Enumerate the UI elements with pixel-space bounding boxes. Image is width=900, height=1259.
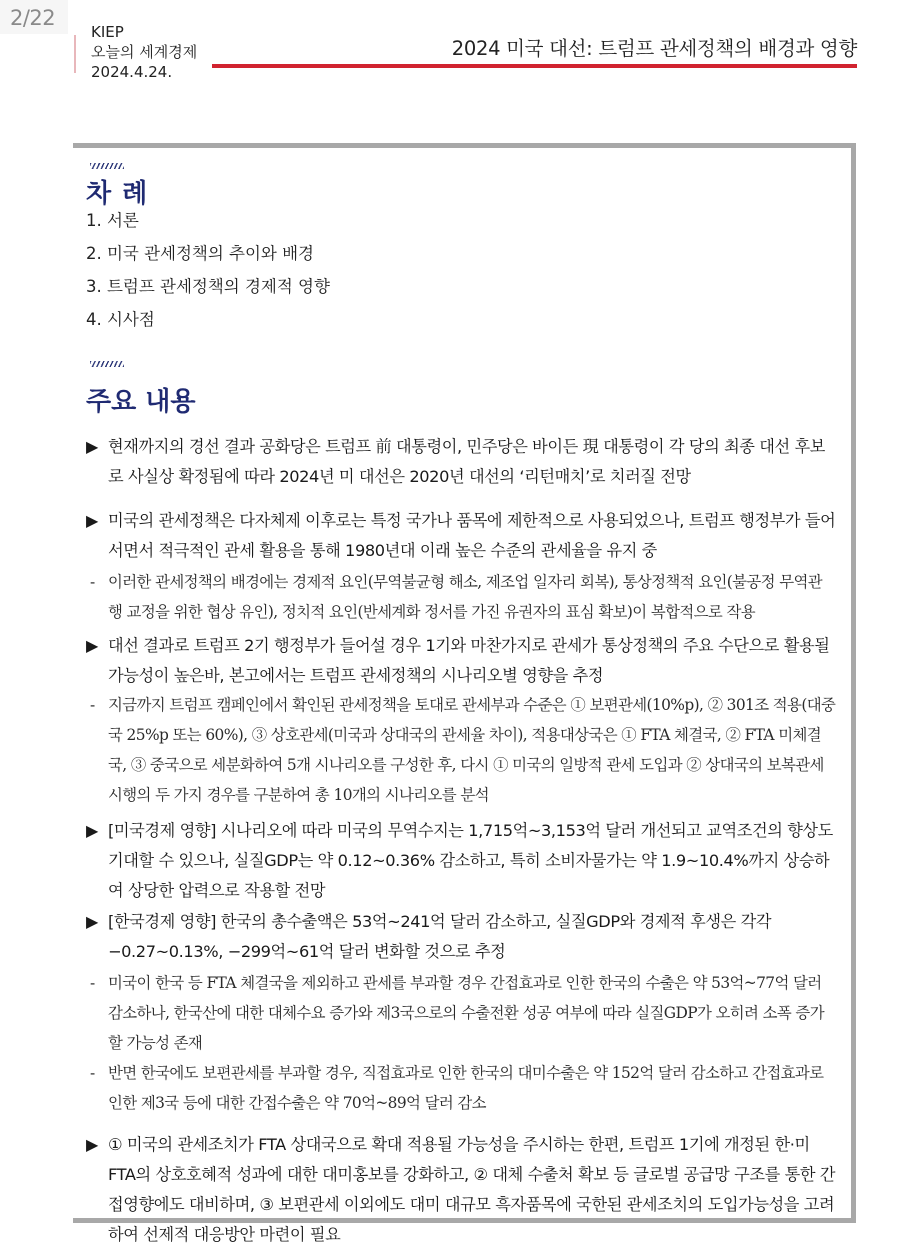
- summary-bullet: ▶ [미국경제 영향] 시나리오에 따라 미국의 무역수지는 1,715억~3,153억 달러 개선되고 교역조건의 향상도 기대할 수 있으나, 실질GDP는 약 0.12~0.36% 감소하고, 특히 소비자물가는 약 1.9~10.4%까지 상승하여 상당한 압력으로 작용할 전망: [86, 816, 836, 906]
- triangle-right-icon: ▶: [86, 636, 98, 655]
- summary-bullet: ▶ 대선 결과로 트럼프 2기 행정부가 들어설 경우 1기와 마찬가지로 관세가 통상정책의 주요 수단으로 활용될 가능성이 높은바, 본고에서는 트럼프 관세정책의 시나리오별 영향을 추정: [86, 631, 836, 691]
- header-series: 오늘의 세계경제: [91, 43, 198, 61]
- toc-item[interactable]: 1. 서론: [86, 211, 139, 230]
- dash-marker: -: [90, 974, 95, 992]
- hatch-mark-icon: [90, 361, 124, 367]
- header-meta: [91, 22, 197, 82]
- summary-subpoint: - 지금까지 트럼프 캠페인에서 확인된 관세정책을 토대로 관세부과 수준은 ① 보편관세(10%p), ② 301조 적용(대중국 25%p 또는 60%), ③ 상호관세(미국과 상대국의 관세율 차이), 적용대상국은 ① FTA 체결국, ② FTA 미체결국, ③ 중국으로 세분화하여 5개 시나리오를 구성한 후, 다시 ① 미국의 일방적 관세 도입과 ② 상대국의 보복관세 시행의 두 가지 경우를 구분하여 총 10개의 시나리오를 분석: [86, 690, 836, 810]
- header-accent-rule: [212, 64, 857, 68]
- toc-item[interactable]: 4. 시사점: [86, 310, 155, 329]
- summary-bullet: ▶ 미국의 관세정책은 다자체제 이후로는 특정 국가나 품목에 제한적으로 사용되었으나, 트럼프 행정부가 들어서면서 적극적인 관세 활용을 통해 1980년대 이래 높은 수준의 관세율을 유지 중: [86, 506, 836, 566]
- triangle-right-icon: ▶: [86, 437, 98, 456]
- header-divider: [74, 35, 76, 73]
- toc-item[interactable]: 2. 미국 관세정책의 추이와 배경: [86, 244, 314, 263]
- dash-marker: -: [90, 1064, 95, 1082]
- summary-bullet: ▶ ① 미국의 관세조치가 FTA 상대국으로 확대 적용될 가능성을 주시하는 한편, 트럼프 1기에 개정된 한·미 FTA의 상호호혜적 성과에 대한 대미홍보를 강화하고, ② 대체 수출처 확보 등 글로벌 공급망 구조를 통한 간접영향에도 대비하며, ③ 보편관세 이외에도 대미 대규모 흑자품목에 국한된 관세조치의 도입가능성을 고려하여 선제적 대응방안 마련이 필요: [86, 1130, 836, 1250]
- summary-bullet: ▶ [한국경제 영향] 한국의 총수출액은 53억~241억 달러 감소하고, 실질GDP와 경제적 후생은 각각 −0.27~0.13%, −299억~61억 달러 변화할 것으로 추정: [86, 907, 836, 967]
- summary-subpoint: - 이러한 관세정책의 배경에는 경제적 요인(무역불균형 해소, 제조업 일자리 회복), 통상정책적 요인(불공정 무역관행 교정을 위한 협상 유인), 정치적 요인(반세계화 정서를 가진 유권자의 표심 확보)이 복합적으로 작용: [86, 567, 836, 627]
- header-date: 2024.4.24.: [91, 63, 173, 81]
- toc-title: 차 례: [86, 179, 149, 209]
- summary-title: 주요 내용: [86, 387, 196, 417]
- toc-list: [86, 204, 330, 336]
- triangle-right-icon: ▶: [86, 1135, 98, 1154]
- header-org: KIEP: [91, 23, 124, 41]
- hatch-mark-icon: [90, 163, 124, 169]
- page-counter: 2/22: [0, 0, 68, 34]
- dash-marker: -: [90, 696, 95, 714]
- triangle-right-icon: ▶: [86, 912, 98, 931]
- toc-item[interactable]: 3. 트럼프 관세정책의 경제적 영향: [86, 277, 330, 296]
- document-title: 2024 미국 대선: 트럼프 관세정책의 배경과 영향: [451, 37, 857, 60]
- summary-subpoint: - 미국이 한국 등 FTA 체결국을 제외하고 관세를 부과할 경우 간접효과로 인한 한국의 수출은 약 53억~77억 달러 감소하나, 한국산에 대한 대체수요 증가와 제3국으로의 수출전환 성공 여부에 따라 실질GDP가 오히려 소폭 증가할 가능성 존재: [86, 968, 836, 1058]
- content-box: [73, 143, 856, 1244]
- triangle-right-icon: ▶: [86, 821, 98, 840]
- triangle-right-icon: ▶: [86, 511, 98, 530]
- dash-marker: -: [90, 573, 95, 591]
- summary-subpoint: - 반면 한국에도 보편관세를 부과할 경우, 직접효과로 인한 한국의 대미수출은 약 152억 달러 감소하고 간접효과로 인한 제3국 등에 대한 간접수출은 약 70억~89억 달러 감소: [86, 1058, 836, 1118]
- summary-bullet: ▶ 현재까지의 경선 결과 공화당은 트럼프 前 대통령이, 민주당은 바이든 現 대통령이 각 당의 최종 대선 후보로 사실상 확정됨에 따라 2024년 미 대선은 2020년 대선의 ‘리턴매치’로 치러질 전망: [86, 432, 836, 492]
